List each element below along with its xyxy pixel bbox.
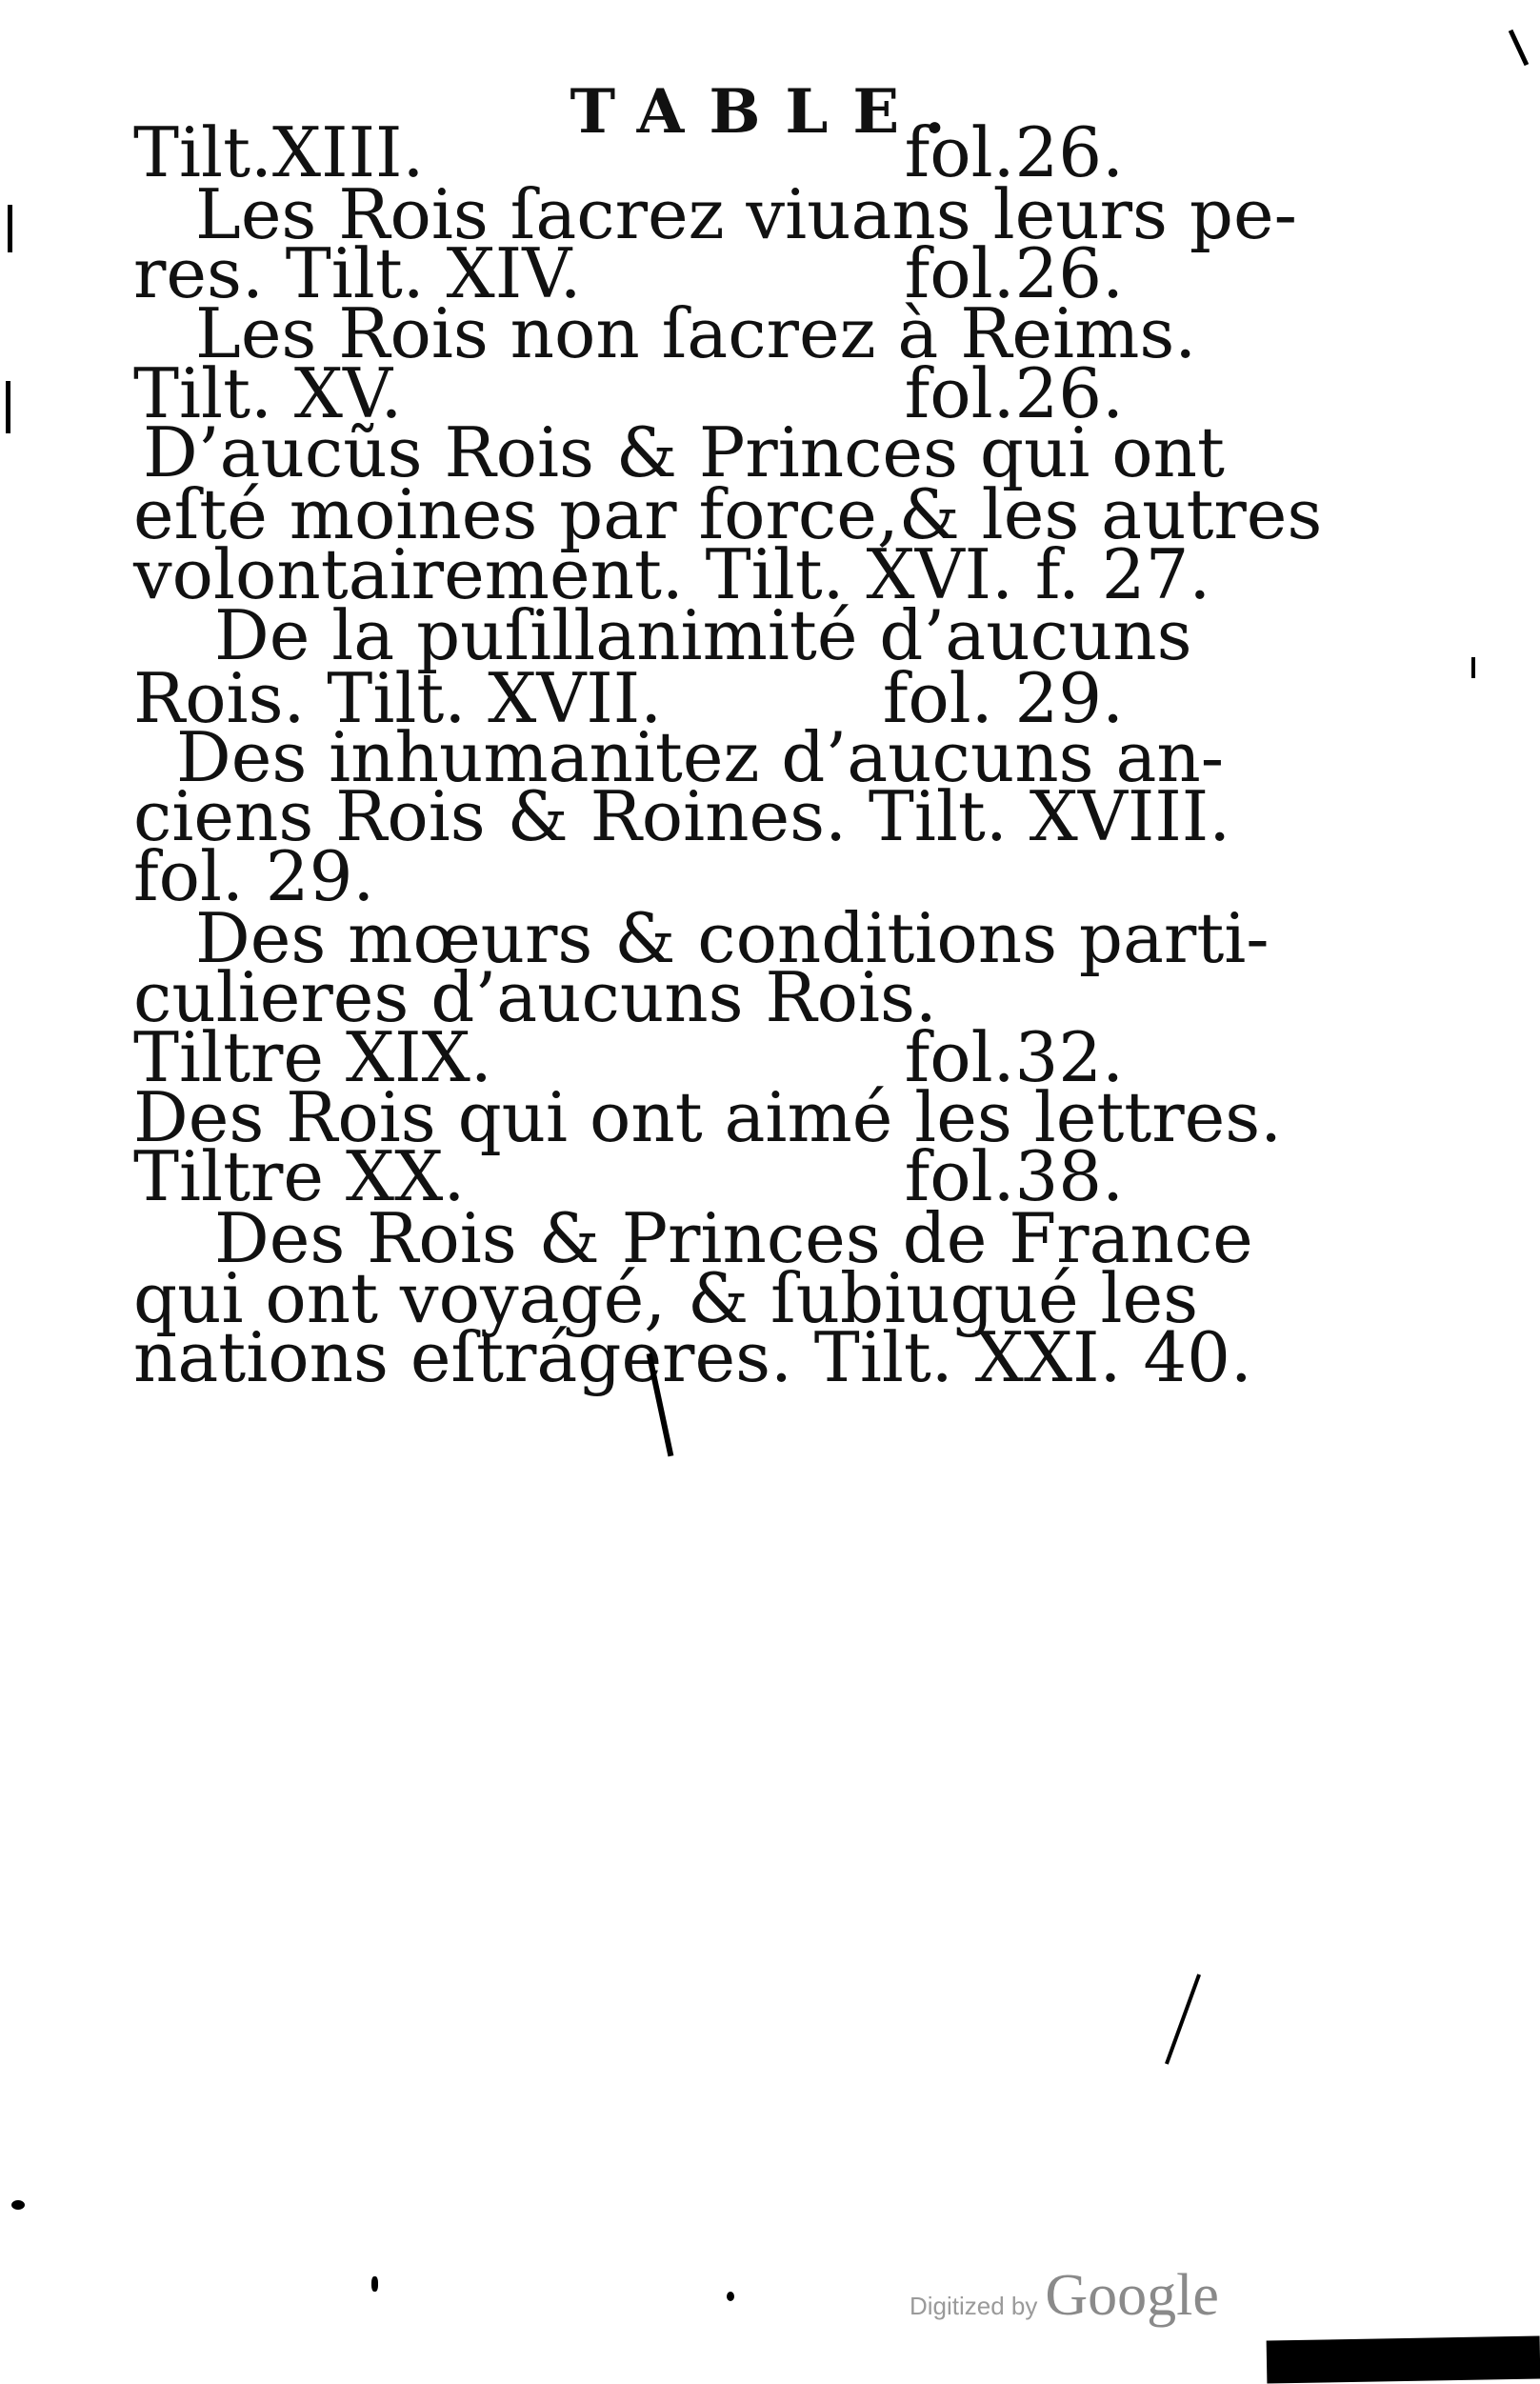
entry-folio: fol.26. (904, 353, 1124, 433)
entry-line-4: Les Rois non ſacrez à Reims. (195, 293, 1197, 373)
entry-line-13: fol. 29. (133, 836, 375, 916)
entry-line-14: Des mœurs & conditions parti- (195, 898, 1270, 978)
entry-folio: fol.26. (904, 233, 1124, 313)
entry-title: Tilt.XIII. (133, 112, 425, 192)
entry-line-17: Des Rois qui ont aimé les lettres. (133, 1077, 1283, 1157)
entry-line-2: Les Rois ſacrez viuans leurs pe- (195, 174, 1297, 254)
entry-line-21: nations eſtrágeres. Tilt. XXI. 40. (133, 1317, 1252, 1397)
entry-folio: fol.26. (904, 112, 1124, 192)
entry-title: Rois. Tilt. XVII. (133, 658, 663, 738)
scan-speck (1165, 1973, 1201, 2064)
scan-speck (1471, 657, 1475, 678)
scan-speck (1509, 30, 1529, 66)
entry-line-15: culieres d’aucuns Rois. (133, 957, 937, 1037)
entry-line-12: ciens Rois & Roines. Tilt. XVIII. (133, 776, 1231, 856)
entry-title: Tiltre XX. (133, 1136, 466, 1216)
scan-speck (371, 2276, 378, 2292)
google-logo: Google (1045, 2263, 1219, 2328)
entry-title: res. Tilt. XIV. (133, 233, 582, 313)
entry-line-11: Des inhumanitez d’aucuns an- (176, 717, 1225, 797)
entry-line-6: D’aucũs Rois & Princes qui ont (143, 412, 1225, 492)
scan-speck (11, 2200, 25, 2210)
entry-folio: fol.32. (904, 1017, 1124, 1097)
scan-speck (6, 381, 10, 433)
entry-folio: fol.38. (904, 1136, 1124, 1216)
page-header: TABLE. (570, 76, 970, 148)
entry-line-8: volontairement. Tilt. XVI. f. 27. (133, 534, 1211, 614)
entry-title: Tiltre XIX. (133, 1017, 492, 1097)
entry-line-19: Des Rois & Princes de France (214, 1198, 1253, 1278)
digitized-by-watermark (910, 2262, 1219, 2330)
entry-line-20: qui ont voyagé, & ſubiugué les (133, 1258, 1199, 1338)
scan-speck (727, 2292, 734, 2301)
entry-line-9: De la puſillanimité d’aucuns (214, 595, 1192, 675)
entry-title: Tilt. XV. (133, 353, 403, 433)
entry-folio: fol. 29. (882, 658, 1124, 738)
watermark-prefix: Digitized by (910, 2292, 1038, 2320)
scan-edge-shadow (1267, 2335, 1540, 2383)
entry-line-7: eſté moines par force,& les autres (133, 474, 1323, 554)
scan-speck (8, 205, 12, 252)
